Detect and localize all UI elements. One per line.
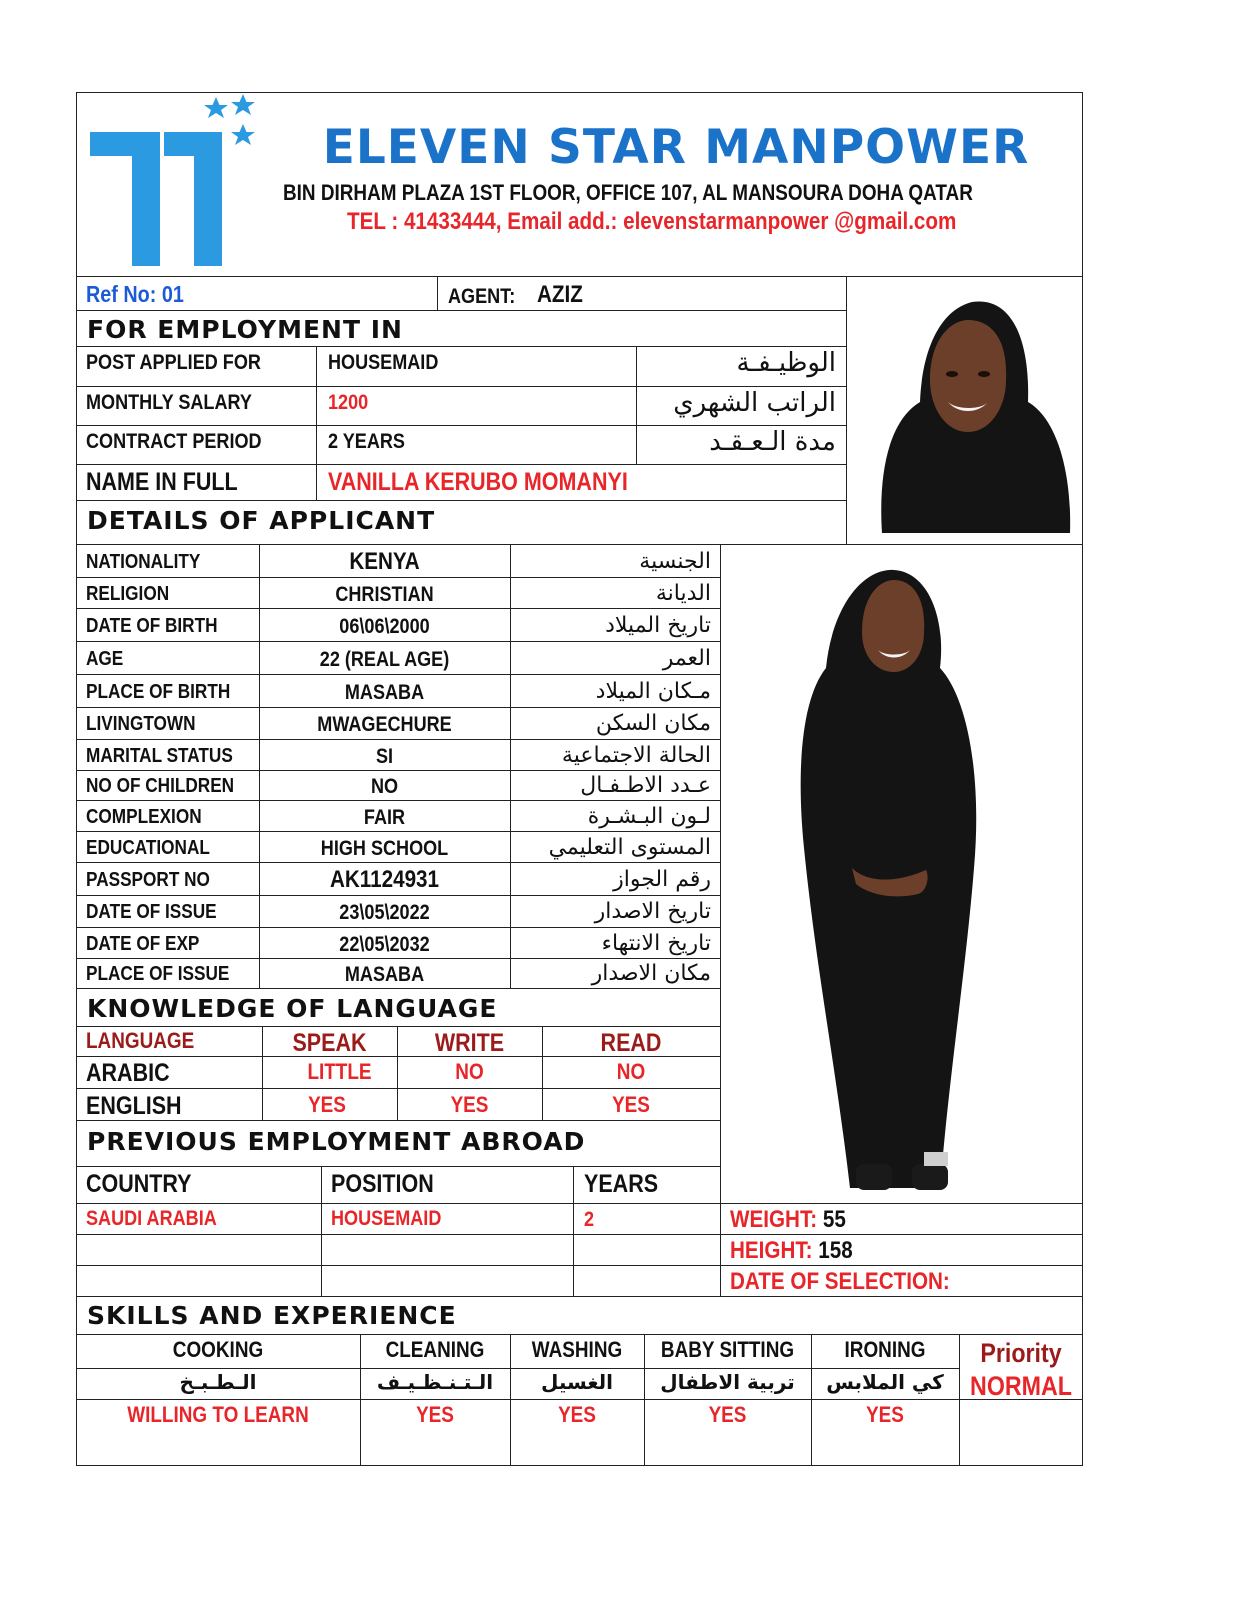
details-heading: DETAILS OF APPLICANT [87, 506, 436, 535]
star-icon [231, 124, 255, 145]
complexion-value: FAIR [363, 805, 406, 829]
place-of-issue-value: MASABA [344, 962, 425, 986]
speak-col-header: SPEAK [292, 1029, 367, 1057]
marital-status-value: SI [375, 744, 394, 768]
skill-cleaning-arabic: الـتـنـظـيـف [376, 1370, 494, 1394]
nationality-label: NATIONALITY [86, 551, 201, 573]
passport-no-label: PASSPORT NO [86, 869, 210, 891]
date-of-issue-arabic: تاريخ الاصدار [594, 899, 711, 924]
contract-period-label: CONTRACT PERIOD [86, 430, 262, 453]
contract-period-value: 2 YEARS [328, 430, 405, 453]
skills-heading: SKILLS AND EXPERIENCE [87, 1301, 457, 1330]
previous-years: 2 [584, 1208, 595, 1231]
years-col-header: YEARS [584, 1170, 659, 1198]
language-heading: KNOWLEDGE OF LANGUAGE [87, 994, 498, 1023]
place-of-birth-arabic: مـكان الميلاد [595, 679, 711, 704]
details-row-divider [76, 608, 721, 609]
priority-value: NORMAL [970, 1371, 1072, 1401]
details-row-divider [76, 927, 721, 928]
skill-cleaning-value: YES [416, 1402, 454, 1427]
details-row-divider [76, 641, 721, 642]
skill-ironing-value: YES [866, 1402, 904, 1427]
date-of-birth-arabic: تاريخ الميلاد [605, 613, 711, 638]
date-of-birth-label: DATE OF BIRTH [86, 615, 218, 637]
no-of-children-value: NO [370, 774, 399, 798]
company-logo [86, 94, 266, 274]
write-col-header: WRITE [434, 1029, 505, 1057]
skill-washing-arabic: الغسيل [540, 1370, 614, 1394]
weight-label: WEIGHT: [730, 1206, 818, 1233]
educational-arabic: المستوى التعليمي [548, 835, 711, 860]
complexion-label: COMPLEXION [86, 806, 202, 828]
post-applied-label: POST APPLIED FOR [86, 351, 261, 374]
place-of-birth-label: PLACE OF BIRTH [86, 681, 231, 703]
details-row-divider [76, 862, 721, 863]
priority-label: Priority [980, 1338, 1062, 1368]
skill-cleaning-name: CLEANING [385, 1337, 485, 1362]
passport-no-arabic: رقم الجواز [613, 867, 711, 892]
contract-period-arabic: مدة الـعـقـد [709, 427, 836, 457]
skill-baby-sitting-arabic: تربية الاطفال [660, 1370, 795, 1394]
language-english: ENGLISH [86, 1092, 182, 1120]
company-name: ELEVEN STAR MANPOWER [322, 120, 1030, 175]
passport-no-value: AK1124931 [329, 866, 440, 893]
details-row-divider [76, 707, 721, 708]
age-value: 22 (REAL AGE) [319, 647, 450, 671]
position-col-header: POSITION [331, 1170, 434, 1198]
details-col-divider [259, 544, 260, 988]
arabic-speak: LITTLE [307, 1059, 372, 1084]
no-of-children-arabic: عـدد الاطـفـال [580, 773, 711, 798]
date-of-issue-label: DATE OF ISSUE [86, 901, 217, 923]
skill-ironing-arabic: كي الملابس [826, 1370, 944, 1394]
height-label: HEIGHT: [730, 1237, 813, 1264]
star-icon [204, 97, 228, 118]
marital-status-label: MARITAL STATUS [86, 745, 233, 767]
monthly-salary-value: 1200 [328, 391, 369, 414]
arabic-write: NO [455, 1059, 484, 1084]
nationality-value: KENYA [349, 548, 420, 575]
age-label: AGE [86, 648, 124, 670]
language-arabic: ARABIC [86, 1059, 170, 1087]
english-read: YES [612, 1092, 650, 1117]
monthly-salary-label: MONTHLY SALARY [86, 391, 252, 414]
agent-label: AGENT: [448, 285, 516, 308]
read-col-header: READ [600, 1029, 662, 1057]
details-row-divider [76, 770, 721, 771]
details-row-divider [76, 739, 721, 740]
previous-country: SAUDI ARABIA [86, 1207, 217, 1230]
skill-cooking-arabic: الـطـبـخ [179, 1370, 257, 1394]
skill-baby-sitting-name: BABY SITTING [660, 1337, 795, 1362]
age-arabic: العمر [662, 646, 711, 671]
language-col-header: LANGUAGE [86, 1028, 195, 1053]
skill-washing-name: WASHING [531, 1337, 623, 1362]
post-applied-arabic: الوظيـفـة [736, 348, 836, 378]
post-applied-value: HOUSEMAID [328, 351, 439, 374]
details-row-divider [76, 895, 721, 896]
skill-cooking-name: COOKING [172, 1337, 264, 1362]
details-col-divider [510, 544, 511, 988]
details-row-divider [76, 577, 721, 578]
ref-number: Ref No: 01 [86, 281, 184, 307]
place-of-issue-arabic: مكان الاصدار [591, 961, 711, 986]
details-row-divider [76, 958, 721, 959]
no-of-children-label: NO OF CHILDREN [86, 775, 235, 797]
skill-washing-value: YES [558, 1402, 596, 1427]
height-value: 158 [818, 1237, 853, 1264]
logo-graphic [86, 94, 266, 274]
complexion-arabic: لـون البـشـرة [587, 804, 711, 829]
details-row-divider [76, 674, 721, 675]
religion-label: RELIGION [86, 583, 170, 605]
agent-value: AZIZ [537, 281, 583, 308]
religion-arabic: الديانة [655, 581, 711, 606]
company-address: BIN DIRHAM PLAZA 1ST FLOOR, OFFICE 107, AL MANSOURA DOHA QATAR [283, 180, 973, 205]
company-contact: TEL : 41433444, Email add.: elevenstarmanpower @gmail.com [347, 208, 957, 235]
place-of-issue-label: PLACE OF ISSUE [86, 963, 230, 985]
english-speak: YES [308, 1092, 346, 1117]
skill-ironing-name: IRONING [844, 1337, 926, 1362]
religion-value: CHRISTIAN [335, 582, 434, 606]
english-write: YES [450, 1092, 489, 1117]
weight-field [730, 1208, 846, 1232]
arabic-read: NO [616, 1059, 646, 1084]
monthly-salary-arabic: الراتب الشهري [673, 388, 836, 418]
date-of-exp-label: DATE OF EXP [86, 933, 200, 955]
educational-value: HIGH SCHOOL [320, 836, 449, 860]
skill-cooking-value: WILLING TO LEARN [127, 1402, 309, 1427]
employment-heading: FOR EMPLOYMENT IN [87, 315, 403, 344]
details-row-divider [76, 831, 721, 832]
nationality-arabic: الجنسية [639, 549, 711, 574]
date-of-selection-label: DATE OF SELECTION: [730, 1268, 950, 1295]
date-of-birth-value: 06\06\2000 [339, 614, 430, 638]
applicant-full-body-photo [776, 548, 994, 1200]
date-of-exp-value: 22\05\2032 [339, 932, 430, 956]
date-of-exp-arabic: تاريخ الانتهاء [601, 931, 711, 956]
livingtown-label: LIVINGTOWN [86, 713, 196, 735]
date-of-issue-value: 23\05\2022 [339, 900, 430, 924]
star-icon [231, 94, 255, 115]
previous-position: HOUSEMAID [331, 1207, 442, 1230]
educational-label: EDUCATIONAL [86, 837, 210, 859]
livingtown-arabic: مكان السكن [595, 711, 711, 736]
skill-baby-sitting-value: YES [708, 1402, 747, 1427]
height-field [730, 1239, 853, 1263]
place-of-birth-value: MASABA [344, 680, 425, 704]
applicant-portrait-photo [860, 290, 1074, 533]
country-col-header: COUNTRY [86, 1170, 192, 1198]
name-in-full-label: NAME IN FULL [86, 468, 238, 496]
details-row-divider [76, 800, 721, 801]
name-in-full-value: VANILLA KERUBO MOMANYI [328, 468, 628, 496]
marital-status-arabic: الحالة الاجتماعية [561, 743, 711, 768]
weight-value: 55 [822, 1206, 846, 1233]
previous-employment-heading: PREVIOUS EMPLOYMENT ABROAD [87, 1127, 586, 1156]
livingtown-value: MWAGECHURE [317, 712, 452, 736]
